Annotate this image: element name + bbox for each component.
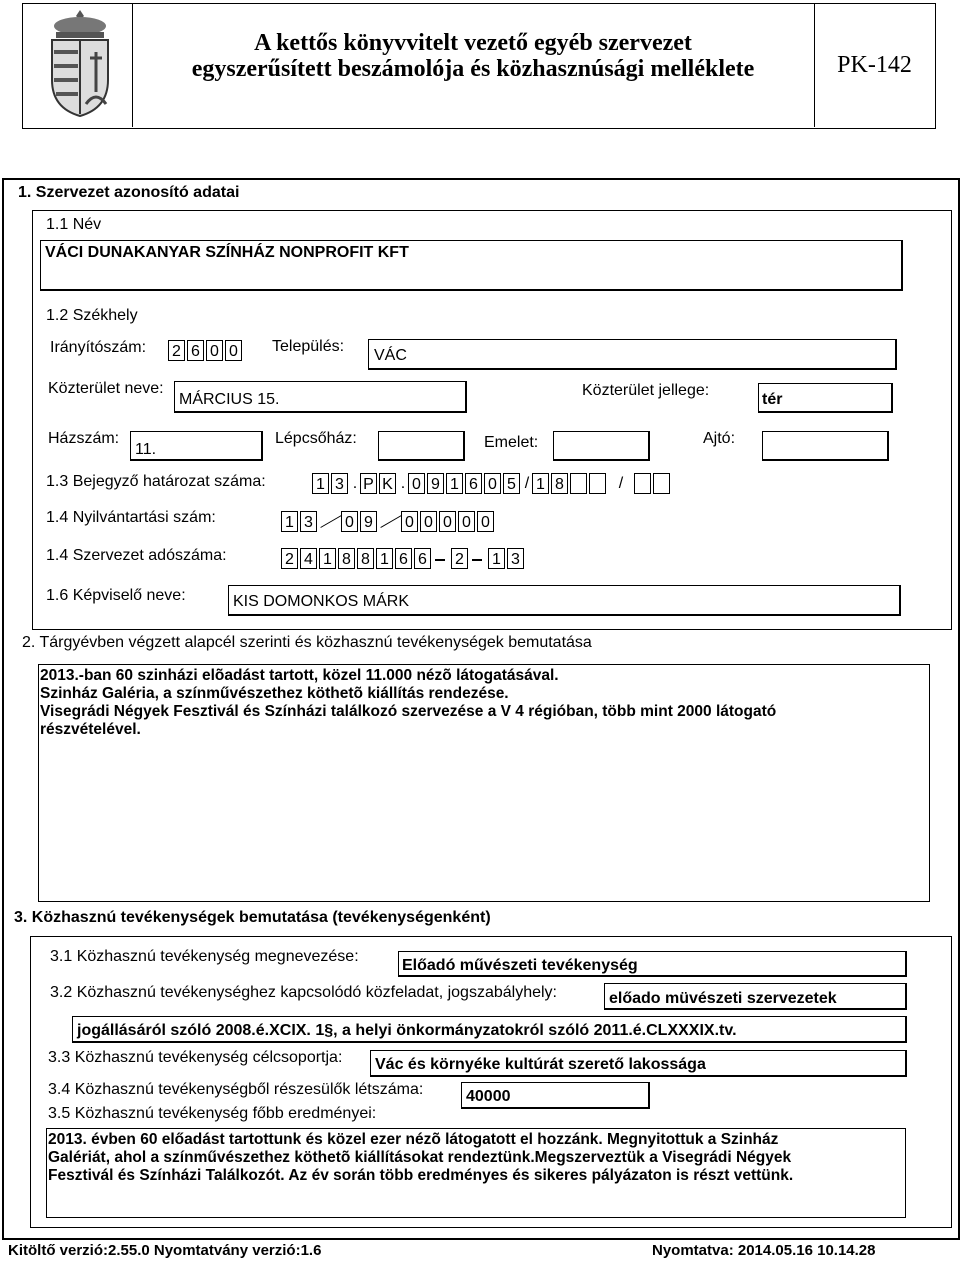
activity-name-value: Előadó művészeti tevékenység xyxy=(402,957,638,974)
results-line: Fesztivál és Színházi Találkozót. Az év során több eredményes és sikeres pályázaton is részt vettünk. xyxy=(48,1167,794,1184)
registry-label: 1.4 Nyilvántartási szám: xyxy=(46,509,216,526)
tax-cell[interactable]: 2 xyxy=(451,548,468,569)
count-label: 3.4 Közhasznú tevékenységből részesülők létszáma: xyxy=(48,1081,424,1098)
section3-heading: 3. Közhasznú tevékenységek bemutatása (tevékenységenként) xyxy=(14,909,491,926)
form-code: PK-142 xyxy=(837,52,912,78)
decision-cells[interactable] xyxy=(312,473,672,495)
decision-cell[interactable]: 8 xyxy=(551,473,568,494)
door-field[interactable] xyxy=(762,431,889,461)
target-value: Vác és környéke kultúrát szerető lakossága xyxy=(375,1056,706,1073)
name-value: VÁCI DUNAKANYAR SZÍNHÁZ NONPROFIT KFT xyxy=(45,244,409,261)
tax-cell[interactable]: 1 xyxy=(376,548,393,569)
decision-cell[interactable] xyxy=(653,473,670,494)
coat-of-arms-logo xyxy=(40,8,120,120)
postcode-cells[interactable] xyxy=(168,340,244,362)
rep-value: KIS DOMONKOS MÁRK xyxy=(233,593,410,610)
city-value: VÁC xyxy=(374,347,407,364)
public-task-label: 3.2 Közhasznú tevékenységhez kapcsolódó közfeladat, jogszabályhely: xyxy=(50,984,557,1001)
floor-label: Emelet: xyxy=(484,434,539,451)
tax-cell[interactable]: 8 xyxy=(357,548,374,569)
decision-cell[interactable]: 0 xyxy=(484,473,501,494)
footer-version: Kitöltő verzió:2.55.0 Nyomtatvány verzió:1.6 xyxy=(8,1242,322,1259)
decision-dot-1: . xyxy=(352,475,358,492)
postcode-label: Irányítószám: xyxy=(50,339,147,356)
street-type-label: Közterület jellege: xyxy=(582,382,710,399)
registry-cells[interactable] xyxy=(281,511,496,533)
tax-label: 1.4 Szervezet adószáma: xyxy=(46,547,227,564)
tax-cell[interactable]: 6 xyxy=(395,548,412,569)
rep-label: 1.6 Képviselő neve: xyxy=(46,587,186,604)
decision-dot-2: . xyxy=(400,475,406,492)
decision-cell[interactable]: P xyxy=(360,473,377,494)
registry-cell[interactable]: 0 xyxy=(341,511,358,532)
decision-cell[interactable] xyxy=(589,473,606,494)
public-task-value-1: előado müvészeti szervezetek xyxy=(609,990,837,1007)
decision-cell[interactable]: 1 xyxy=(532,473,549,494)
decision-cell[interactable]: 9 xyxy=(427,473,444,494)
decision-cell[interactable]: 0 xyxy=(408,473,425,494)
decision-cell[interactable]: K xyxy=(379,473,396,494)
registry-cell[interactable]: 0 xyxy=(420,511,437,532)
page-title xyxy=(133,30,813,82)
decision-cell[interactable]: 1 xyxy=(446,473,463,494)
registry-cell[interactable]: 9 xyxy=(360,511,377,532)
decision-cell[interactable]: 3 xyxy=(331,473,348,494)
page-title-line2: egyszerűsített beszámolója és közhasznúsági melléklete xyxy=(191,56,755,82)
public-task-value-2: jogállásáról szóló 2008.é.XCIX. 1§, a helyi önkormányzatokról szóló 2011.é.CLXXXIX.tv. xyxy=(77,1022,737,1039)
postcode-cell[interactable]: 2 xyxy=(168,340,185,361)
decision-label: 1.3 Bejegyző határozat száma: xyxy=(46,473,266,490)
activity-name-label: 3.1 Közhasznú tevékenység megnevezése: xyxy=(50,948,359,965)
page-title-line1: A kettős könyvvitelt vezető egyéb szervezet xyxy=(254,30,692,56)
tax-cell[interactable]: 3 xyxy=(507,548,524,569)
door-label: Ajtó: xyxy=(703,430,736,447)
tax-cell[interactable]: 4 xyxy=(300,548,317,569)
section2-line: Szinház Galéria, a színművészethez köthetõ kiállítás rendezése. xyxy=(40,685,509,702)
results-line: Galériát, ahol a színművészethez köthetõ kiállításokat rendeztünk.Megszerveztük a Visegrádi Négyek xyxy=(48,1149,792,1166)
decision-cell[interactable] xyxy=(634,473,651,494)
house-value: 11. xyxy=(135,441,157,458)
section2-text xyxy=(40,667,776,739)
registry-cell[interactable]: 3 xyxy=(300,511,317,532)
footer-printed: Nyomtatva: 2014.05.16 10.14.28 xyxy=(652,1242,876,1259)
decision-cell[interactable]: 1 xyxy=(312,473,329,494)
name-label: 1.1 Név xyxy=(46,216,102,233)
section2-line: Visegrádi Négyek Fesztivál és Színházi találkozó szervezése a V 4 régióban, több mint 2000 látogató xyxy=(40,703,777,720)
registry-cell[interactable]: 1 xyxy=(281,511,298,532)
postcode-cell[interactable]: 6 xyxy=(187,340,204,361)
tax-cell[interactable]: 6 xyxy=(414,548,431,569)
registry-cell[interactable]: 0 xyxy=(401,511,418,532)
tax-cell[interactable]: 8 xyxy=(338,548,355,569)
seat-label: 1.2 Székhely xyxy=(46,307,138,324)
tax-cells[interactable] xyxy=(281,548,526,570)
city-label: Település: xyxy=(272,338,345,355)
decision-cell[interactable] xyxy=(570,473,587,494)
section2-heading: 2. Tárgyévben végzett alapcél szerinti és közhasznú tevékenységek bemutatása xyxy=(22,634,592,651)
floor-field[interactable] xyxy=(553,431,650,461)
section2-line: 2013.-ban 60 szinházi elõadást tartott, közel 11.000 nézõ látogatásával. xyxy=(40,667,559,684)
tax-cell[interactable]: 1 xyxy=(488,548,505,569)
stair-label: Lépcsőház: xyxy=(275,430,357,447)
results-text xyxy=(48,1131,793,1185)
registry-cell[interactable]: 0 xyxy=(439,511,456,532)
street-type-value: tér xyxy=(762,391,783,408)
postcode-cell[interactable]: 0 xyxy=(206,340,223,361)
tax-dash-1 xyxy=(433,548,451,570)
decision-slash-1: / xyxy=(524,475,530,492)
postcode-cell[interactable]: 0 xyxy=(225,340,242,361)
results-label: 3.5 Közhasznú tevékenység főbb eredményei: xyxy=(48,1105,377,1122)
section1-heading: 1. Szervezet azonosító adatai xyxy=(18,184,240,201)
street-label: Közterület neve: xyxy=(48,380,164,397)
stair-field[interactable] xyxy=(378,431,465,461)
street-value: MÁRCIUS 15. xyxy=(179,391,280,408)
house-label: Házszám: xyxy=(48,430,120,447)
section2-line: részvételével. xyxy=(40,721,141,738)
city-field[interactable] xyxy=(368,339,897,370)
tax-dash-2 xyxy=(470,548,488,570)
results-line: 2013. évben 60 előadást tartottunk és közel ezer nézõ látogatott el hozzánk. Megnyitottuk a Szinház xyxy=(48,1131,779,1148)
registry-slash-1 xyxy=(319,511,341,533)
registry-slash-2 xyxy=(379,511,401,533)
registry-cell[interactable]: 0 xyxy=(477,511,494,532)
decision-slash-2: / xyxy=(618,475,624,492)
decision-cell[interactable]: 5 xyxy=(503,473,520,494)
count-value: 40000 xyxy=(466,1088,511,1105)
decision-cell[interactable]: 6 xyxy=(465,473,482,494)
target-label: 3.3 Közhasznú tevékenység célcsoportja: xyxy=(48,1049,343,1066)
tax-cell[interactable]: 1 xyxy=(319,548,336,569)
registry-cell[interactable]: 0 xyxy=(458,511,475,532)
tax-cell[interactable]: 2 xyxy=(281,548,298,569)
